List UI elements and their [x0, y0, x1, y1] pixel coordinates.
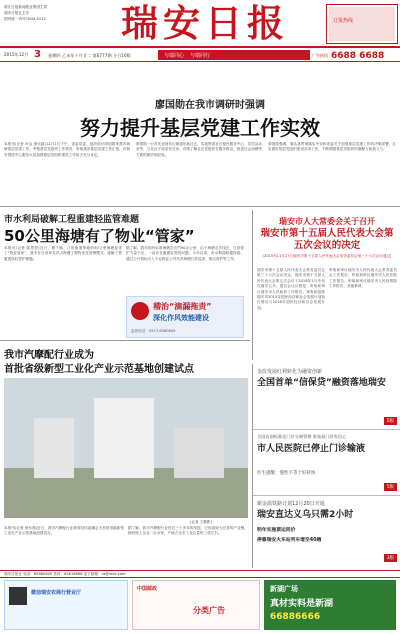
story2-para-2: 据了解，我市现有标准海塘总长约90余公里，由于海塘点多线长，日常管护力量不足，一直存在重建轻管的问题。今年以来，市水利局积极探索，通过公开招标引入专业物业公司负责海塘日常巡查、保洁养护等工作。 — [126, 246, 244, 261]
teaser-2[interactable] — [253, 430, 400, 496]
notice-note: (2015年11月27日瑞安市第十五届人民代表大会常务委员会第三十六次会议通过) — [262, 254, 392, 258]
slogan-item: 与瑞同心 — [164, 52, 185, 59]
teaser-sub: 明年实施票运同价 — [257, 528, 296, 533]
header-line: 国内统一刊号CN33-0112 — [4, 17, 46, 21]
issue-day: 3 — [34, 49, 41, 60]
subscription-box — [326, 4, 398, 44]
story3-title-2: 首批省级新型工业化产业示范基地创建试点 — [4, 364, 194, 375]
ad-post-text: 中国邮政 — [137, 586, 158, 592]
party-emblem-icon — [131, 302, 149, 320]
teaser-1[interactable] — [253, 364, 400, 430]
factory-photo — [4, 378, 248, 518]
congress-notice — [252, 210, 400, 360]
photo-caption: (记者 王勤彬) — [190, 520, 212, 524]
subscription-note: 订报热线 — [333, 18, 354, 24]
teaser-kicker: 全国首创标准化门诊分离管理 家家看门诊有信心 — [257, 434, 347, 439]
ad-mall — [264, 580, 396, 630]
ad-subtitle: 深化作风效能建设 — [153, 314, 209, 322]
teaser-3[interactable] — [253, 496, 400, 568]
ad-bank — [4, 580, 128, 630]
page-ref: 3版 — [384, 554, 397, 562]
story2-title: 50公里海塘有了物业“管家” — [4, 227, 195, 245]
teaser-title: 全国首单“信保贷”融资落地瑞安 — [257, 378, 386, 388]
lead-subtitle: 廖国勋在我市调研时强调 — [155, 100, 265, 111]
notice-subtitle: 瑞安市人大常委会关于召开 — [279, 217, 375, 226]
story3-title-1: 我市汽摩配行业成为 — [4, 350, 94, 361]
hotline-label: 广告热线 — [312, 52, 328, 58]
notice-para-2: 听取和审议瑞安市人民代表大会常务委员会工作报告；听取和审议瑞安市人民法院工作报告；听取和审议瑞安市人民检察院工作报告；其他事项。 — [329, 268, 397, 289]
qr-code-icon — [9, 587, 27, 605]
ad-mall-text3: 66886666 — [270, 612, 321, 622]
story2-para-1: 本报讯(记者 陈思思)近日，塘下镇、汀田街道等地的50公里海塘迎来了“物业管家”，我市在全省率先试点海塘工程物业化管理模式，破解工程重建设轻管护难题。 — [4, 246, 122, 261]
page-ref: 5版 — [384, 483, 397, 491]
lead-title: 努力提升基层党建工作实效 — [80, 116, 320, 140]
slogan-item: 与瑞同行 — [190, 52, 211, 59]
lead-para-1: 本报讯(记者 叶洁 徐宗越)12月1日下午，省委常委、组织部长廖国勋来我市调研基层党建工作，考察基层党组织工作情况，听取我市基层党建工作汇报，对瑞安围绕中心服务大局加强基层党组织建设工作给予充分肯定。 — [4, 142, 130, 157]
teaser-kicker: 新金温铁路计划12月20日开通 — [257, 501, 325, 507]
ad-post-text2: 分类广告 — [193, 606, 225, 615]
issue-date: 2015年12月 — [4, 52, 29, 57]
teaser-sub: 医生提醒：慢性不等于好转快 — [257, 471, 316, 476]
story3-para-2: 据了解，我市汽摩配行业经过三十多年的发展，已形成较为完善的产业链，拥有规上企业二百余家，产值占全市工业总量的三成左右。 — [128, 526, 248, 536]
footer-bar: 瑞安日报社 电话：65880609 传真：65816888 电子邮箱：ra@rabc.com — [0, 570, 400, 578]
ad-mall-text2: 真材实料是新湖 — [270, 599, 334, 609]
story3-para-1: 本报讯(记者 徐东燕)近日，我市汽摩配行业被省经信委确定为首批省级新型工业化产业示范基地创建试点。 — [4, 526, 124, 536]
teaser-column — [252, 364, 400, 568]
teaser-title: 市人民医院已停止门诊输液 — [257, 444, 366, 454]
teaser-kicker: 金改发展红利转化为融资创新 — [257, 369, 323, 375]
story2-subtitle: 市水利局破解工程重建轻监管难题 — [4, 215, 140, 225]
ad-post — [132, 580, 260, 630]
issue-meta: 星期四 乙未年十月廿二 第6777期 今日16版 — [48, 53, 131, 58]
ad-bank-text: 微信瑞安农商行营业厅 — [31, 590, 82, 596]
integrity-ad — [126, 296, 244, 338]
ad-footer: 监督电话：0577-6580609 — [131, 329, 176, 333]
masthead: 瑞安日报 — [121, 1, 289, 45]
header-line: 浙江日报新闻报业集团主管 — [4, 5, 48, 9]
teaser-sub2: 停靠瑞安火车站列车增至40趟 — [257, 538, 322, 543]
date-bar — [0, 46, 400, 62]
header-line: 瑞安日报社主办 — [4, 11, 30, 15]
teaser-title: 瑞安直达义乌只需2小时 — [257, 510, 354, 520]
lead-para-3: 廖国勋强调，要认真贯彻落实中央和省委关于加强基层党建工作的决策部署，扎实做好基层党组织建设各项工作，不断增强基层党组织的凝聚力和战斗力。 — [268, 142, 396, 152]
lead-para-2: 廖国勋一行首先来到东山街道东新社区，实地察看社区便民服务中心、党员活动室等，与社区干部亲切交谈，详细了解社区党组织在服务群众、推进社会治理等方面的做法和经验。 — [136, 142, 262, 157]
notice-title: 瑞安市第十五届人民代表大会第五次会议的决定 — [260, 228, 394, 251]
ad-title: 稽治“滴漏拖责” — [153, 302, 212, 311]
ad-hotline — [312, 50, 400, 61]
slogan-bar — [158, 50, 310, 60]
ad-mall-text: 新湖广场 — [270, 585, 298, 593]
header-info — [4, 4, 84, 22]
page-ref: 5版 — [384, 417, 397, 425]
hotline-number: 6688 6688 — [331, 50, 385, 61]
notice-para-1: 瑞安市第十五届人民代表大会常务委员会第三十六次会议决定，瑞安市第十五届人民代表大会第五次会议于2016年1月中旬在瑞安召开。建议会议议程是：听取和审议瑞安市人民政府工作报告；审查和批准瑞安市2015年国民经济和社会发展计划执行情况与2016年国民经济和社会发展计划。 — [257, 268, 325, 310]
